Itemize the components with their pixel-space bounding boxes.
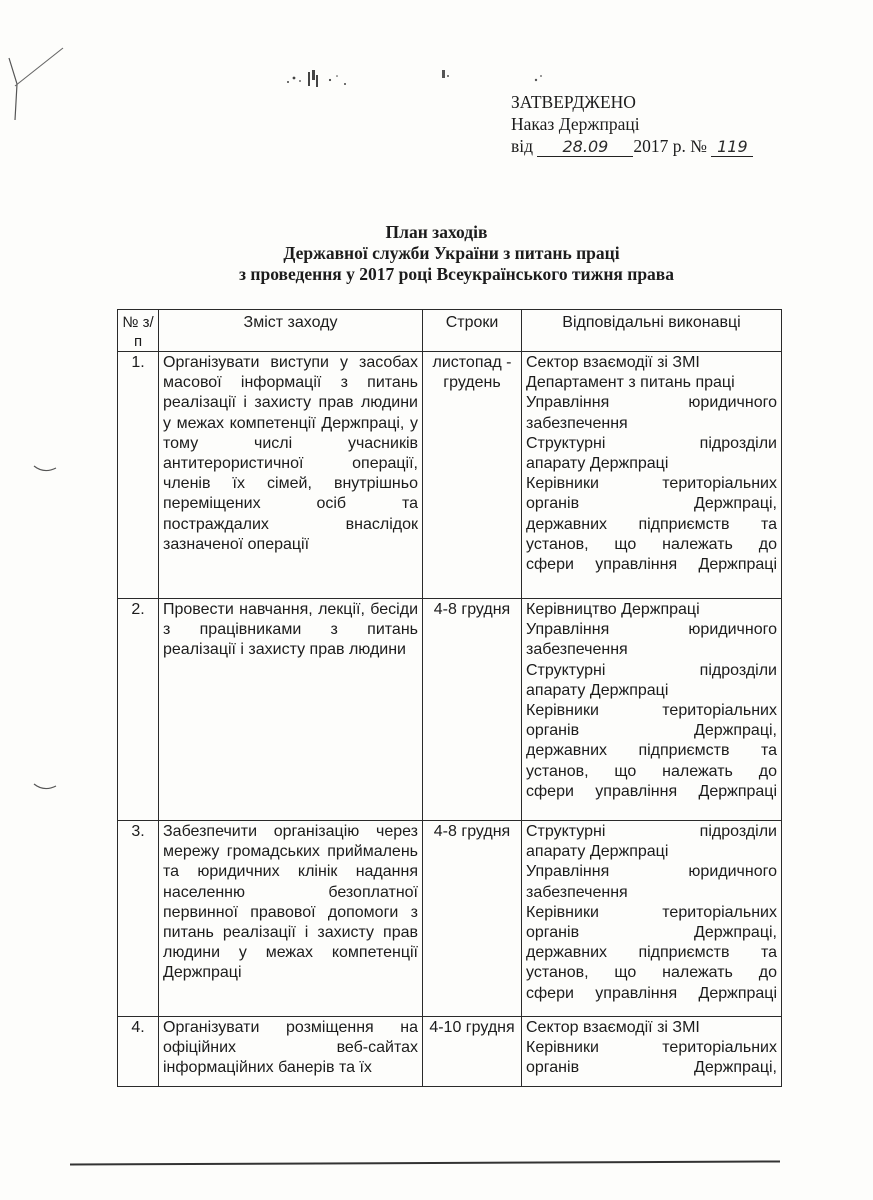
row-content: Організувати розміщення на офіційних веб-сайтах інформаційних банерів та їх [159,1017,423,1087]
pen-stroke-mark [3,44,71,126]
executor-line: Керівники територіальних [526,702,777,720]
executor-line: забезпечення [526,641,628,659]
table-row [118,352,782,599]
row-number: 2. [118,599,159,821]
executor-line: державних підприємств та [526,944,777,962]
executor-line: Сектор взаємодії зі ЗМІ [526,354,700,371]
title-line-3: з проведення у 2017 році Всеукраїнського тижня права [238,264,675,284]
executor-line: забезпечення [526,883,628,901]
title-line-2: Державної служби України з питань праці [283,243,620,263]
executor-line: сфери управління Держпраці [526,984,777,1002]
title-line-1: План заходів [385,222,488,242]
approval-date-line [511,135,753,157]
header-executors: Відповідальні виконавці [522,310,782,352]
executor-line: Управління юридичного [526,621,777,639]
measures-table [117,309,782,1087]
row-terms: 4-8 грудня [423,821,522,1017]
executor-line: Керівники територіальних [526,1039,777,1057]
row-executors [522,352,782,599]
executor-line: Сектор взаємодії зі ЗМІ [526,1019,700,1036]
approval-heading: ЗАТВЕРДЖЕНО [511,92,636,112]
scan-noise [282,66,382,96]
executor-line: органів Держпраці, [526,924,777,942]
executor-line: державних підприємств та [526,742,777,760]
document-title [0,222,873,285]
executor-line: Керівники територіальних [526,903,777,921]
header-content: Зміст заходу [159,310,423,352]
row-executors [522,821,782,1017]
approval-year-text: 2017 р. № [633,136,707,156]
approval-block [511,91,753,157]
header-number: № з/п [118,310,159,352]
scan-noise [30,780,60,794]
approval-order: Наказ Держпраці [511,114,640,134]
row-number: 4. [118,1017,159,1087]
executor-line: Департамент з питань праці [526,374,735,392]
header-terms: Строки [423,310,522,352]
executor-line: установ, що належать до [526,964,777,982]
executor-line: Керівництво Держпраці [526,601,700,618]
row-terms: 4-8 грудня [423,599,522,821]
row-number: 1. [118,352,159,599]
executor-line: Управління юридичного [526,863,777,881]
executor-line: забезпечення [526,414,628,432]
row-executors [522,1017,782,1087]
row-number: 3. [118,821,159,1017]
executor-line: апарату Держпраці [526,681,669,699]
row-terms: 4-10 грудня [423,1017,522,1087]
executor-line: державних підприємств та [526,515,777,533]
table-row [118,821,782,1017]
executor-line: сфери управління Держпраці [526,782,777,800]
executor-line: апарату Держпраці [526,455,669,473]
executor-line: органів Держпраці, [526,495,777,513]
table-row [118,599,782,821]
approval-date-handwritten: 28.09 [537,138,633,157]
approval-number-handwritten: 119 [711,138,753,157]
executor-line: апарату Держпраці [526,843,669,861]
executor-line: органів Держпраці, [526,722,777,740]
approval-date-prefix: від [511,136,534,156]
row-executors [522,599,782,821]
table-row [118,1017,782,1087]
executor-line: Структурні підрозділи [526,661,777,679]
page-bottom-rule [70,1160,780,1165]
executor-line: Структурні підрозділи [526,823,777,840]
executor-line: установ, що належать до [526,762,777,780]
row-content: Організувати виступи у засобах масової інформації з питань реалізації і захисту прав людини у межах компетенції Держпраці, у тому числі учасників антитерористичної операції, членів їх сімей, внутрішньо переміщених осіб та постраждалих внаслідок зазначеної операції [159,352,423,599]
executor-line: Керівники територіальних [526,475,777,493]
table-header-row [118,310,782,352]
executor-line: Управління юридичного [526,394,777,412]
row-content: Забезпечити організацію через мережу громадських приймалень та юридичних клінік надання населенню безоплатної первинної правової допомоги з питань реалізації і захисту прав людини у межах компетенції Держпраці [159,821,423,1017]
scan-noise [440,64,550,88]
executor-line: Структурні підрозділи [526,434,777,452]
row-content: Провести навчання, лекції, бесіди з працівниками з питань реалізації і захисту прав людини [159,599,423,821]
executor-line: органів Держпраці, [526,1059,777,1077]
scan-noise [30,462,60,476]
executor-line: установ, що належать до [526,535,777,553]
executor-line: сфери управління Держпраці [526,556,777,574]
row-terms: листопад - грудень [423,352,522,599]
